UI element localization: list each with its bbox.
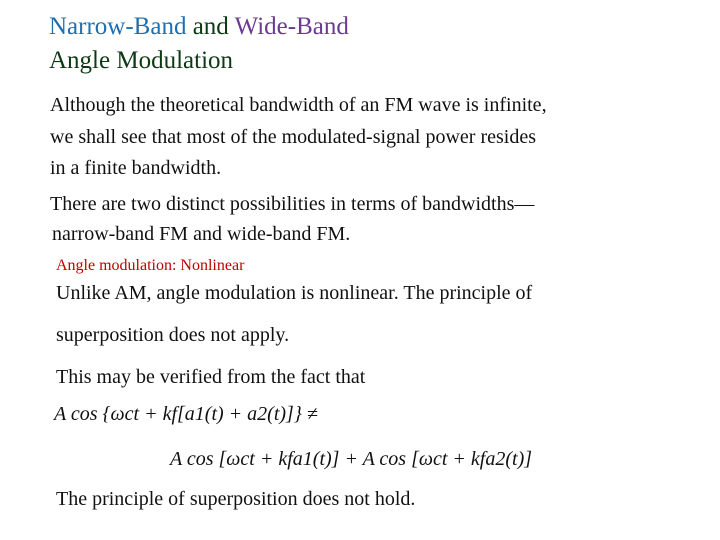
paragraph-line: Unlike AM, angle modulation is nonlinear. The principle of xyxy=(56,282,533,304)
subheading: Angle modulation: Nonlinear xyxy=(56,257,245,274)
paragraph-line: superposition does not apply. xyxy=(56,324,290,346)
slide-title-line2: Angle Modulation xyxy=(49,47,234,74)
paragraph-line: There are two distinct possibilities in terms of bandwidths— xyxy=(50,193,535,215)
paragraph-line: in a finite bandwidth. xyxy=(50,157,222,179)
title-and: and xyxy=(186,13,235,40)
equation-rhs: A cos [ωct + kfa1(t)] + A cos [ωct + kfa2(t)] xyxy=(170,448,533,470)
slide-title xyxy=(49,12,349,42)
conclusion: The principle of superposition does not hold. xyxy=(56,488,416,510)
title-wide-band: Wide-Band xyxy=(234,13,349,40)
paragraph-line: narrow-band FM and wide-band FM. xyxy=(52,223,351,245)
paragraph-line: Although the theoretical bandwidth of an FM wave is infinite, xyxy=(50,94,547,116)
paragraph-line: we shall see that most of the modulated-signal power resides xyxy=(50,126,536,148)
paragraph-line: This may be verified from the fact that xyxy=(56,366,366,388)
equation-lhs: A cos {ωct + kf[a1(t) + a2(t)]} ≠ xyxy=(54,403,318,425)
title-narrow-band: Narrow-Band xyxy=(49,13,187,40)
